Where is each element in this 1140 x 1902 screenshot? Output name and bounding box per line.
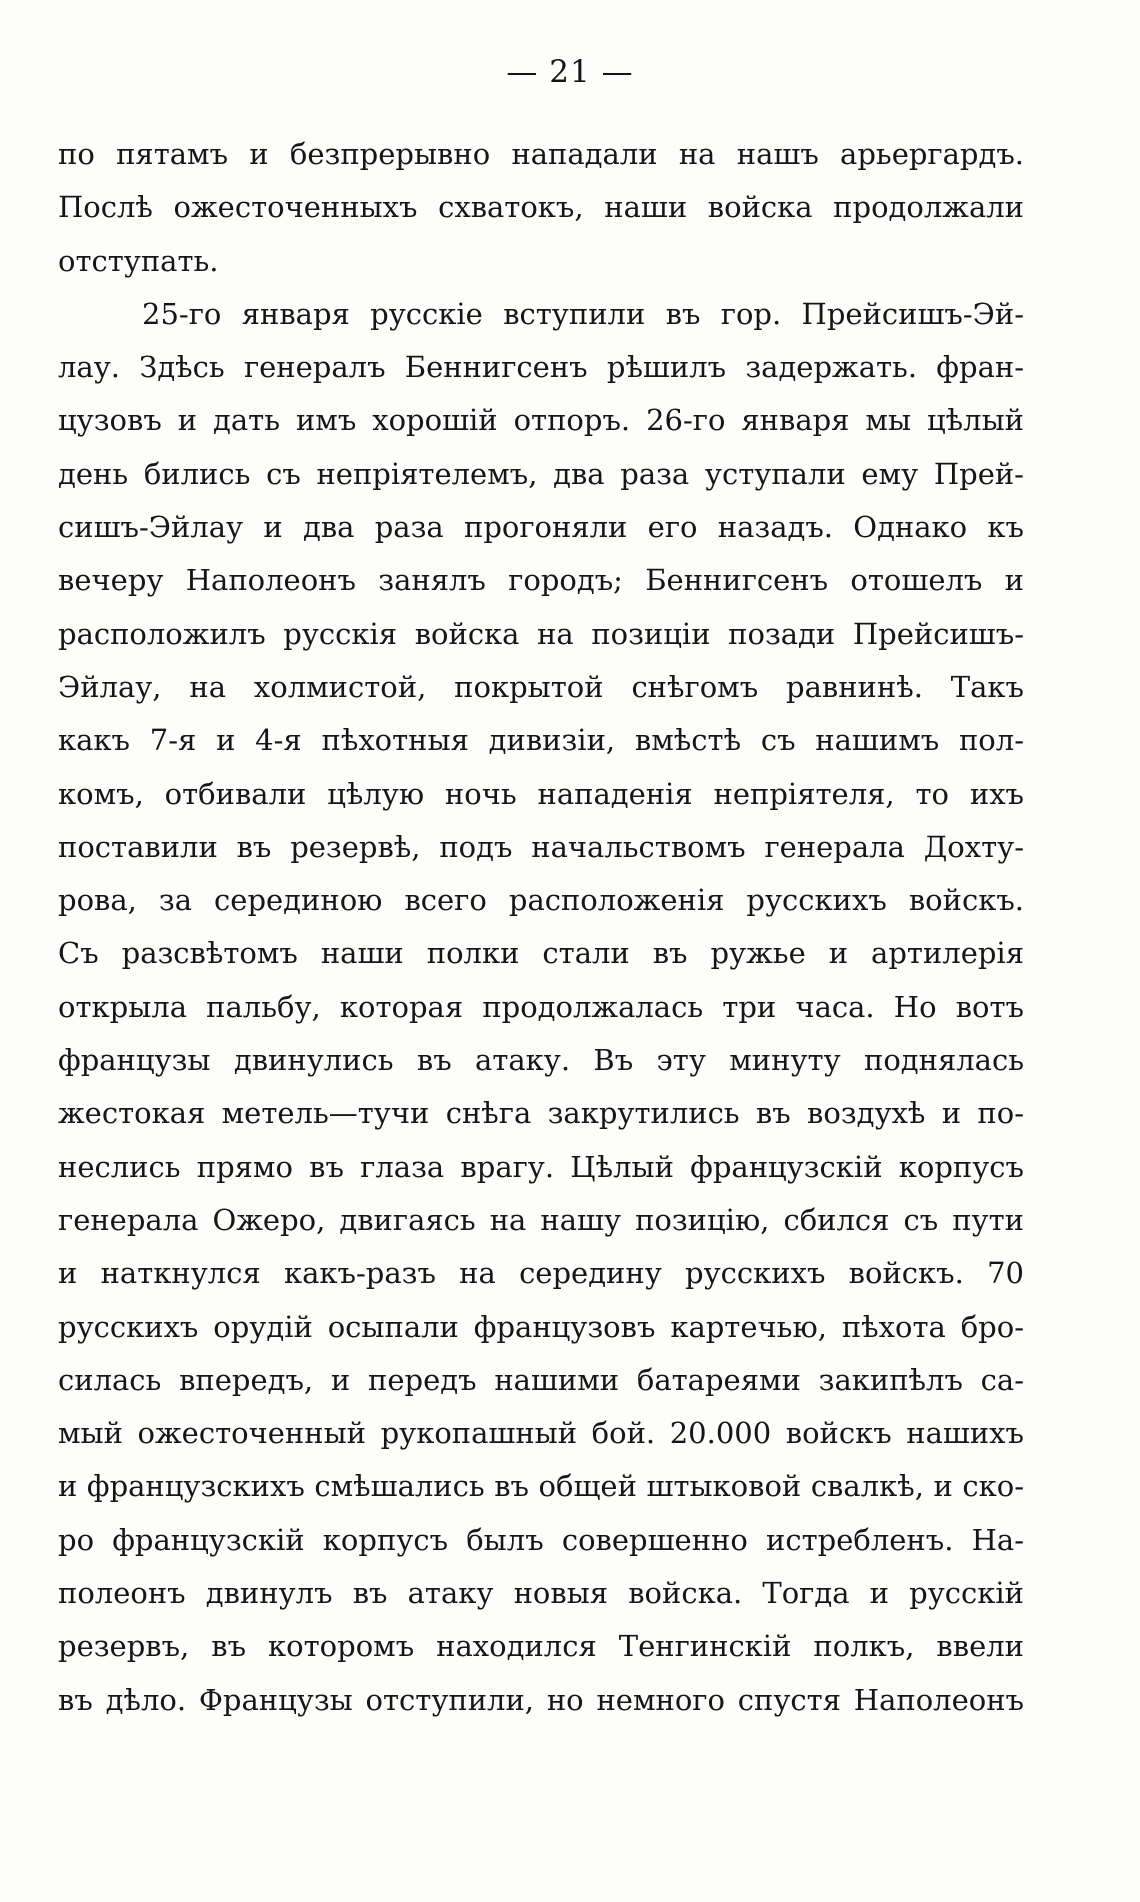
text-line: отступать. (58, 243, 219, 278)
text-line: по пятамъ и безпрерывно нападали на нашъ арьергардъ. (58, 137, 1024, 171)
text-line: ро французскій корпусъ былъ совершенно истребленъ. На- (58, 1522, 1024, 1557)
text-line: русскихъ орудій осыпали французовъ картечью, пѣхота бро- (58, 1309, 1024, 1344)
text-line: и французскихъ смѣшались въ общей штыковой свалкѣ, и ско- (58, 1469, 1024, 1504)
text-line: резервъ, въ которомъ находился Тенгинскій полкъ, ввели (58, 1629, 1024, 1664)
text-line: мый ожесточенный рукопашный бой. 20.000 войскъ нашихъ (58, 1416, 1024, 1451)
page-number: — 21 — (506, 54, 634, 90)
text-line: вечеру Наполеонъ занялъ городъ; Беннигсенъ отошелъ и (58, 563, 1024, 598)
text-line: расположилъ русскія войска на позиціи позади Прейсишъ- (58, 616, 1024, 651)
text-line: сишъ-Эйлау и два раза прогоняли его назадъ. Однако къ (58, 510, 1024, 545)
text-line: какъ 7-я и 4-я пѣхотныя дивизіи, вмѣстѣ съ нашимъ пол- (58, 723, 1024, 758)
text-line: французы двинулись въ атаку. Въ эту минуту поднялась (58, 1043, 1024, 1078)
text-line: поставили въ резервѣ, подъ начальствомъ генерала Дохту- (58, 829, 1024, 864)
text-line: открыла пальбу, которая продолжалась три часа. Но вотъ (58, 989, 1024, 1024)
text-line: комъ, отбивали цѣлую ночь нападенія непріятеля, то ихъ (58, 776, 1024, 811)
text-line: въ дѣло. Французы отступили, но немного спустя Наполеонъ (58, 1682, 1024, 1717)
text-line: жестокая метель—тучи снѣга закрутились въ воздухѣ и по- (58, 1096, 1024, 1131)
text-line: силась впередъ, и передъ нашими батареями закипѣлъ са- (58, 1362, 1024, 1397)
text-line: генерала Ожеро, двигаясь на нашу позицію, сбился съ пути (58, 1202, 1024, 1237)
text-line: 25-го января русскіе вступили въ гор. Прейсишъ-Эй- (142, 296, 1024, 331)
text-line: неслись прямо въ глаза врагу. Цѣлый французскій корпусъ (58, 1149, 1024, 1184)
body-text (58, 128, 1024, 1727)
text-line: и наткнулся какъ-разъ на середину русскихъ войскъ. 70 (58, 1256, 1024, 1291)
text-line: день бились съ непріятелемъ, два раза уступали ему Прей- (58, 456, 1024, 491)
text-line: Эйлау, на холмистой, покрытой снѣгомъ равнинѣ. Такъ (58, 669, 1024, 704)
text-line: лау. Здѣсь генералъ Беннигсенъ рѣшилъ задержать. фран- (58, 350, 1024, 385)
text-line: цузовъ и дать имъ хорошій отпоръ. 26-го января мы цѣлый (58, 403, 1024, 438)
text-line: полеонъ двинулъ въ атаку новыя войска. Тогда и русскій (58, 1576, 1024, 1611)
text-line: Съ разсвѣтомъ наши полки стали въ ружье и артилерія (58, 936, 1024, 971)
text-line: Послѣ ожесточенныхъ схватокъ, наши войска продолжали (58, 190, 1024, 225)
text-line: рова, за серединою всего расположенія русскихъ войскъ. (58, 883, 1024, 918)
